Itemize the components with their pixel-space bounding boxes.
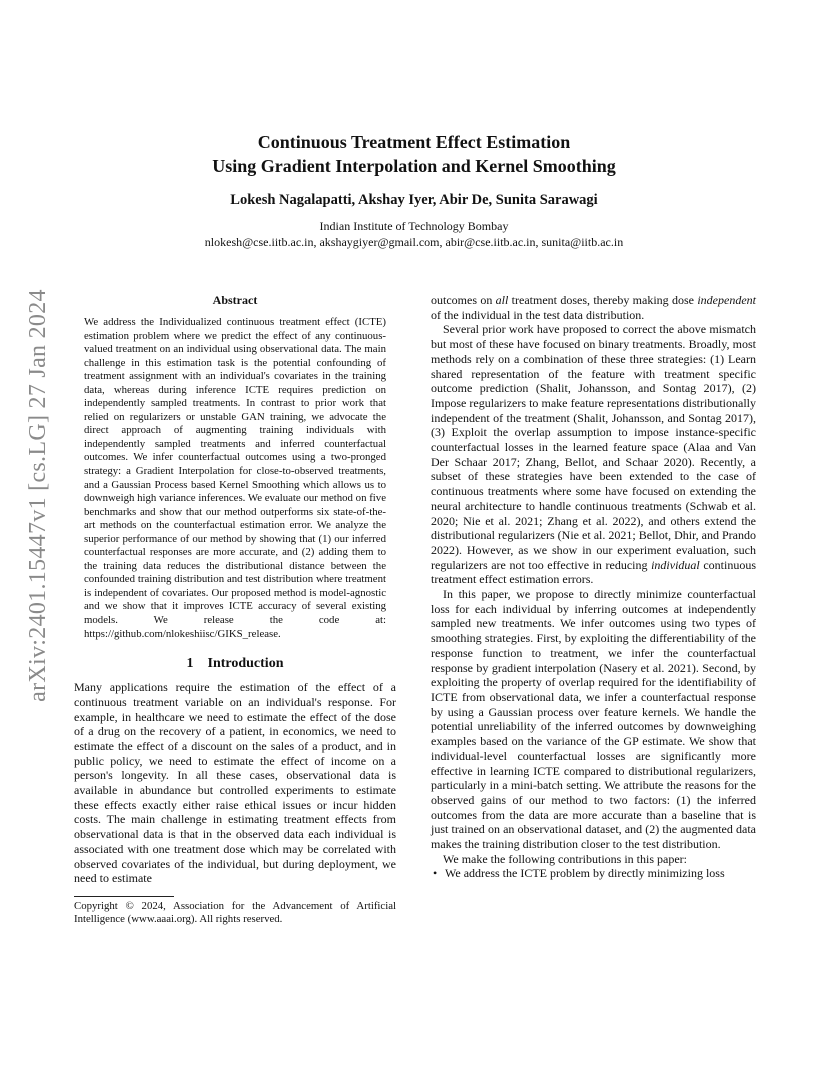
- intro-paragraph-2: Several prior work have proposed to correct the above mismatch but most of these have focused on binary treatments. Broadly, most methods rely on a combination of these three strategies: (1) Learn shared representation of the feature with treatment specific outcome prediction (Shalit, Johansson, and Sontag 2017), (2) Impose regularizers to make feature representations distributionally independent of the treatment (Shalit, Johansson, and Sontag 2017), (3) Exploit the overlap assumption to impose instance-specific counterfactual losses in the learned feature space (Alaa and Van Der Schaar 2017; Zhang, Bellot, and Schaar 2020). Recently, a subset of these strategies have been extended to the case of continuous treatments where some have focused on extending the neural architecture to handle continuous treatments (Schwab et al. 2020; Nie et al. 2021; Zhang et al. 2022), and others extend the distributional regularizers (Nie et al. 2021; Bellot, Dhir, and Prando 2022). However, as we show in our experiment evaluation, such regularizers are not too effective in reducing individual continuous treatment effect estimation errors.: [431, 322, 756, 587]
- intro-paragraph-1-continued: outcomes on all treatment doses, thereby making dose independent of the individual in the test data distribution.: [431, 293, 756, 322]
- abstract-heading: Abstract: [212, 293, 258, 307]
- intro-paragraph-4: We make the following contributions in this paper:: [443, 851, 687, 866]
- title-line-2: Using Gradient Interpolation and Kernel Smoothing: [212, 156, 616, 176]
- intro-paragraph-3: In this paper, we propose to directly minimize counterfactual loss for each individual by inferring outcomes at independently sampled new treatments. We infer outcomes using two types of smoothing strategies. First, by exploiting the differentiability of the response function to treatment, we infer the counterfactual response by gradient interpolation (Nasery et al. 2021). Second, by exploiting the property of overlap required for the identifiability of ICTE from observational data, we infer a counterfactual response by using a Gaussian process over feature kernels. We handle the potential unreliability of the inferred outcomes by downweighing examples based on the variance of the GP estimate. We show that individual-level counterfactual losses are significantly more effective in learning ICTE compared to distributional regularizers, particularly in a mini-batch setting. We attribute the reasons for the observed gains of our method to two factors: (1) the inferred outcomes from the data are more accurate than a baseline that is just trained on an observational dataset, and (2) the augmented data makes the training distribution closer to the test distribution.: [431, 587, 756, 852]
- affiliation: Indian Institute of Technology Bombay: [319, 219, 509, 233]
- section-number: 1: [186, 656, 194, 672]
- abstract-text: We address the Individualized continuous treatment effect (ICTE) estimation problem where we predict the effect of any continuous-valued treatment on an individual using observational data. The main challenge in this estimation task is the potential confounding of treatment assignment with an individual's covariates in the training data, whereas during inference ICTE requires prediction on independently sampled treatments. In contrast to prior work that relied on regularizers or unstable GAN training, we advocate the direct approach of augmenting training individuals with independently sampled treatments and inferred counterfactual outcomes. We infer counterfactual outcomes using a two-pronged strategy: a Gradient Interpolation for close-to-observed treatments, and a Gaussian Process based Kernel Smoothing which allows us to downweigh high variance inferences. We evaluate our method on five benchmarks and show that our method outperforms six state-of-the-art methods on the counterfactual estimation error. We analyze the superior performance of our method by showing that (1) our inferred counterfactual responses are more accurate, and (2) adding them to the training data reduces the distributional distance between the confounded training distribution and test distribution where treatment is independent of covariates. Our proposed method is model-agnostic and we show that it improves ICTE accuracy of several existing models. We release the code at: https://github.com/nlokeshiisc/GIKS_release.: [84, 316, 386, 640]
- bullet-icon: •: [433, 866, 438, 881]
- title-line-1: Continuous Treatment Effect Estimation: [257, 132, 571, 152]
- intro-paragraph-1: Many applications require the estimation of the effect of a continuous treatment variable on an individual's response. For example, in healthcare we need to estimate the effect of the dose of a drug on the recovery of a patient, in economics, we need to estimate the effect of a discount on the sales of a product, and in public policy, we need to estimate the effect of income on a person's longevity. In all these cases, observational data is available in abundance but controlled experiments to estimate these effects exactly either raise ethical issues or incur hidden costs. The main challenge in estimating treatment effects from observational data is that in the observed data each individual is associated with one treatment dose which may be correlated with observed covariates of the individual, but during deployment, we need to estimate: [74, 680, 396, 886]
- affiliation-block: [0, 218, 828, 250]
- copyright-footnote: Copyright © 2024, Association for the Advancement of Artificial Intelligence (www.aaai.org). All rights reserved.: [74, 899, 396, 926]
- footnote-divider: [74, 896, 174, 897]
- section-title: Introduction: [207, 656, 284, 672]
- arxiv-identifier-text: arXiv:2401.15447v1 [cs.LG] 27 Jan 2024: [24, 288, 51, 702]
- left-column: [74, 293, 396, 927]
- contribution-bullet-text: We address the ICTE problem by directly minimizing loss: [445, 866, 725, 881]
- contribution-bullet-1: [433, 866, 756, 881]
- right-column: [431, 293, 756, 881]
- author-emails: nlokesh@cse.iitb.ac.in, akshaygiyer@gmail.com, abir@cse.iitb.ac.in, sunita@iitb.ac.in: [204, 235, 624, 249]
- paper-title: [0, 130, 828, 178]
- section-heading-introduction: [74, 656, 396, 672]
- arxiv-identifier: [13, 288, 63, 702]
- author-list: Lokesh Nagalapatti, Akshay Iyer, Abir De, Sunita Sarawagi: [230, 192, 598, 208]
